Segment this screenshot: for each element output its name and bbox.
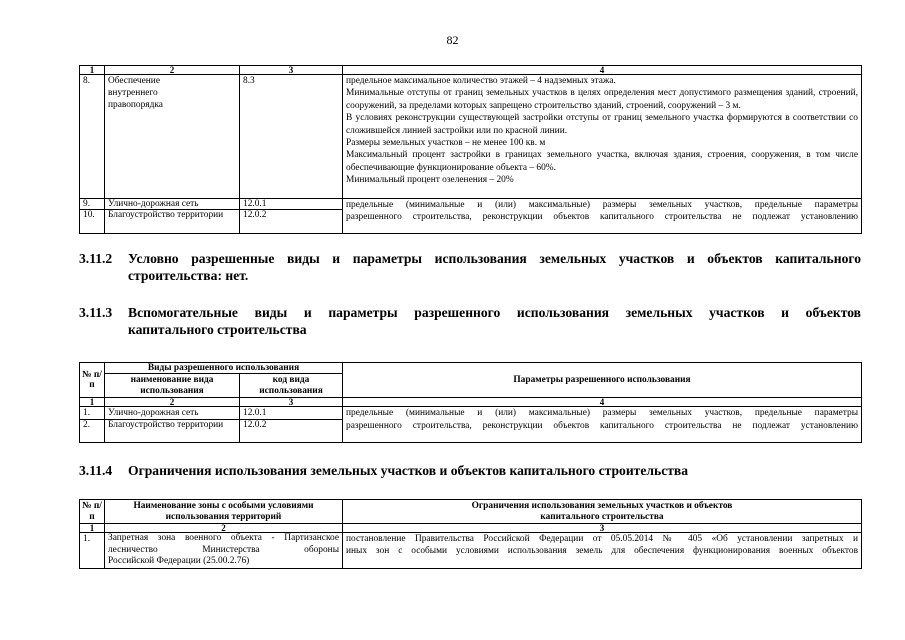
use-name-line: Обеспечение [108,76,160,86]
page-number: 82 [446,33,459,47]
param-line: предельное максимальное количество этажей – 4 надземных этажа. [346,76,616,86]
col-number: 2 [105,524,343,533]
column-numbers-row [80,398,862,407]
section-number: 3.11.3 [79,305,113,320]
col-number: 1 [80,524,105,533]
table-row [80,75,862,199]
use-code: 12.0.1 [240,199,343,210]
column-numbers-row [80,66,862,75]
zone-name-line: Российской Федерации (25.00.2.76) [108,556,250,566]
auxiliary-uses-table [79,362,862,443]
restrictions-table [79,499,862,569]
section-heading-3-11-4 [79,462,861,480]
use-code: 12.0.2 [240,420,343,443]
zone-name-line: лесничество Министерства обороны [108,544,339,555]
col-number: 2 [105,398,240,407]
shared-params-line: предельные (минимальные и (или) максимальные) размеры земельных участков, предельные параметры [346,200,858,210]
table-row [80,533,862,569]
restriction-line: иных зон с особыми условиями использования земель для обеспечения функционирования военных объектов [346,546,858,556]
section-heading-3-11-3 [79,304,861,340]
col-number: 1 [80,398,105,407]
param-line: Размеры земельных участков – не менее 100 кв. м [346,138,546,149]
row-number: 9. [80,199,105,210]
use-name [105,75,240,199]
zone-name-line: Запретная зона военного объекта - Партизанское [108,533,339,543]
header-number: № п/п [80,500,105,524]
param-line: Максимальный процент застройки в границах земельного участка, включая здания, строения, сооружения, в том числе обеспечивающие функционирование объекта – 60%. [346,150,858,173]
restriction-text [343,533,862,569]
header-use-name: наименование вида использования [105,374,240,398]
use-code: 12.0.2 [240,210,343,234]
row-number: 10. [80,210,105,234]
col-number: 4 [343,66,862,75]
use-name-line: внутреннего [108,88,158,98]
param-line: В условиях реконструкции существующей застройки отступы от границ земельного участка формируются в соответствии со сложившейся линией застройки или по красной линии. [346,113,858,136]
use-name-line: правопорядка [108,100,163,110]
table-row [80,407,862,420]
zone-name [105,533,343,569]
section-title-line: капитального строительства [128,322,307,337]
col-number: 3 [240,66,343,75]
col-number: 3 [240,398,343,407]
row-number: 1. [80,407,105,420]
section-title-line: Условно разрешенные виды и параметры использования земельных участков и объектов капитального [128,251,861,266]
use-name: Улично-дорожная сеть [105,199,240,210]
section-title-line: Ограничения использования земельных участков и объектов капитального строительства [128,463,689,478]
col-number: 1 [80,66,105,75]
header-restrictions: Ограничения использования земельных участков и объектов капитального строительства [343,500,862,524]
shared-params-line: разрешенного строительства, реконструкции объектов капитального строительства не подлежат установлению [346,421,859,431]
use-name: Улично-дорожная сеть [105,407,240,420]
section-title-line: строительства: нет. [128,268,249,283]
header-zone: Наименование зоны с особыми условиями использования территорий [105,500,343,524]
header-use-group: Виды разрешенного использования [105,363,343,374]
restriction-line: постановление Правительства Российской Федерации от 05.05.2014 № 405 «Об установлении запретных и [346,534,858,544]
section-title-line: Вспомогательные виды и параметры разрешенного использования земельных участков и объектов [128,305,861,320]
section-number: 3.11.2 [79,251,113,266]
use-code: 12.0.1 [240,407,343,420]
col-number: 3 [343,524,862,533]
section-heading-3-11-2 [79,250,861,286]
table-row [80,199,862,210]
param-line: Минимальный процент озеленения – 20% [346,175,514,186]
row-number: 2. [80,420,105,443]
param-line: Минимальные отступы от границ земельных участков в целях определения мест допустимого размещения зданий, строений, сооружений, за пределами которых запрещено строительство зданий, строений, сооружений – 3 м. [346,88,858,111]
header-params: Параметры разрешенного использования [343,363,862,398]
column-numbers-row [80,524,862,533]
use-code: 8.3 [240,75,343,199]
col-number: 4 [343,398,862,407]
allowed-uses-table [79,65,862,234]
shared-params-line: предельные (минимальные и (или) максимальные) размеры земельных участков, предельные параметры [346,408,859,418]
shared-params-line: разрешенного строительства, реконструкции объектов капитального строительства не подлежат установлению [346,212,858,222]
use-name: Благоустройство территории [105,210,240,234]
shared-params [343,199,862,234]
use-params [343,75,862,199]
row-number: 8. [80,75,105,199]
header-use-code: код вида использования [240,374,343,398]
col-number: 2 [105,66,240,75]
row-number: 1. [80,533,105,569]
section-number: 3.11.4 [79,463,113,478]
shared-params [343,407,862,443]
use-name: Благоустройство территории [105,420,240,443]
header-number: № п/п [80,363,105,398]
